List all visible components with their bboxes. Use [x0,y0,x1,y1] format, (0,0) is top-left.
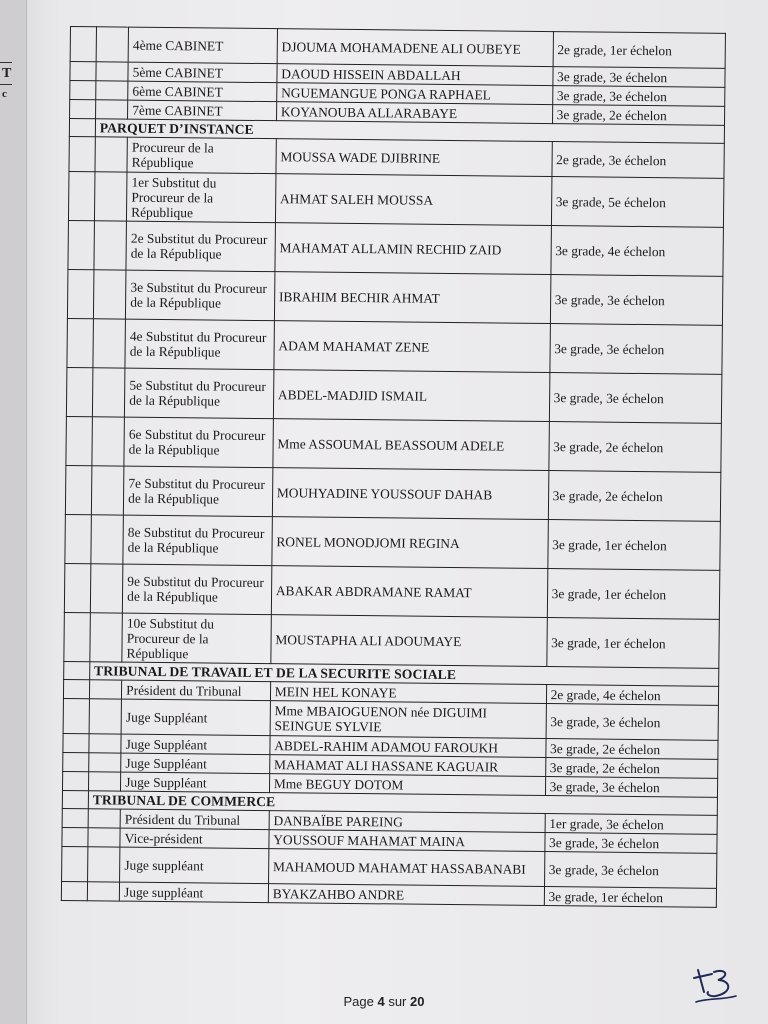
name-cell: ADAM MAHAMAT ZENE [274,321,550,373]
blank-cell [70,81,96,100]
position-cell: Juge suppléant [120,847,269,884]
position-cell: Président du Tribunal [120,809,269,830]
position-cell: Procureur de la République [127,137,276,174]
section-title: TRIBUNAL DE TRAVAIL ET DE LA SECURITE SOCIALE [89,662,718,687]
name-cell: MAHAMAT ALLAMIN RECHID ZAID [275,223,551,275]
name-cell: MEIN HEL KONAYE [270,682,546,704]
blank-cell [62,827,88,846]
blank-cell [92,417,125,466]
name-cell: MOUSSA WADE DJIBRINE [276,139,552,177]
blank-cell [89,753,122,772]
blank-cell [91,515,124,564]
blank-cell [94,221,127,270]
blank-cell [69,136,95,171]
previous-page-fragment: c [2,88,7,100]
grade-cell: 3e grade, 1er échelon [546,618,719,669]
blank-cell [90,564,123,613]
name-cell: RONEL MONODJOMI REGINA [272,517,548,569]
grade-cell: 3e grade, 2e échelon [548,471,721,522]
blank-cell [67,318,93,367]
blank-cell [93,319,126,368]
position-cell: Juge Suppléant [121,734,270,755]
position-cell: 6ème CABINET [128,81,277,102]
table-row [67,269,722,325]
previous-page-rule [0,62,12,63]
position-cell: Juge Suppléant [121,772,270,793]
position-cell: 5ème CABINET [128,62,277,83]
blank-cell [89,734,122,753]
page-label: Page [343,994,378,1009]
blank-cell [89,680,122,699]
grade-cell: 3e grade, 4e échelon [551,226,724,277]
page-current: 4 [377,994,385,1009]
name-cell: ABDEL-MADJID ISMAIL [273,370,549,422]
position-cell: 5e Substitut du Procureur de la République [125,368,274,419]
grade-cell: 3e grade, 3e échelon [552,86,725,107]
previous-page-rule [0,84,12,85]
name-cell: DAOUD HISSEIN ABDALLAH [277,64,553,86]
blank-cell [62,790,88,808]
name-cell: KOYANOUBA ALLARABAYE [276,102,552,124]
name-cell: ABDEL-RAHIM ADAMOU FAROUKH [270,736,546,758]
blank-cell [66,367,92,416]
table-row [68,171,723,227]
name-cell: BYAKZAHBO ANDRE [268,884,544,906]
blank-cell [64,563,90,612]
position-cell: 4e Substitut du Procureur de la République [125,319,274,370]
grade-cell: 3e grade, 3e échelon [546,704,719,741]
blank-cell [88,828,121,847]
blank-cell [88,809,121,828]
position-cell: Vice-président [120,828,269,849]
blank-cell [96,62,129,81]
name-cell: MOUHYADINE YOUSSOUF DAHAB [272,468,548,520]
position-cell: 7e Substitut du Procureur de la République [124,466,273,517]
name-cell: DJOUMA MOHAMADENE ALI OUBEYE [277,29,553,67]
blank-cell [91,466,124,515]
blank-cell [88,772,121,791]
blank-cell [96,81,129,100]
blank-cell [65,465,91,514]
blank-cell [63,733,89,752]
blank-cell [96,27,129,62]
table-row [65,465,720,521]
name-cell: MOUSTAPHA ALI ADOUMAYE [271,615,547,667]
name-cell: MAHAMOUD MAHAMAT HASSABANABI [268,849,544,887]
grade-cell: 3e grade, 3e échelon [549,324,722,375]
position-cell: Juge Suppléant [121,699,270,736]
blank-cell [70,62,96,81]
grade-cell: 3e grade, 3e échelon [552,67,725,88]
blank-cell [62,846,88,881]
name-cell: MAHAMAT ALI HASSANE KAGUAIR [269,755,545,777]
position-cell: Président du Tribunal [122,680,271,701]
grade-cell: 3e grade, 3e échelon [544,852,717,889]
grade-cell: 3e grade, 2e échelon [548,422,721,473]
grade-cell: 2e grade, 4e échelon [546,685,719,706]
blank-cell [63,752,89,771]
name-cell: DANBAÏBE PAREING [269,811,545,833]
position-cell: 9e Substitut du Procureur de la République [123,564,272,615]
table-row [64,612,719,668]
signature-initials-icon [692,962,740,1006]
table-row [67,318,722,374]
grade-cell: 3e grade, 2e échelon [552,105,725,126]
name-cell: Mme BEGUY DOTOM [269,774,545,796]
grade-cell: 2e grade, 1er échelon [553,32,726,69]
blank-cell [90,613,123,662]
page-total: 20 [410,994,425,1009]
blank-cell [65,514,91,563]
page-footer [0,994,768,1009]
blank-cell [68,171,94,220]
position-cell: 10e Substitut du Procureur de la République [122,613,271,664]
position-cell: 3e Substitut du Procureur de la République [126,270,275,321]
blank-cell [66,416,92,465]
name-cell: IBRAHIM BECHIR AHMAT [274,272,550,324]
blank-cell [92,368,125,417]
blank-cell [64,661,90,679]
name-cell: Mme MBAIOGUENON née DIGUIMI SEINGUE SYLVIE [270,701,546,739]
position-cell: 4ème CABINET [128,27,277,64]
name-cell: Mme ASSOUMAL BEASSOUM ADELE [273,419,549,471]
blank-cell [87,882,120,901]
table-row [68,220,723,276]
grade-cell: 3e grade, 2e échelon [545,758,718,779]
section-title: TRIBUNAL DE COMMERCE [88,791,717,816]
grade-cell: 1er grade, 3e échelon [545,814,718,835]
grade-cell: 3e grade, 2e échelon [545,739,718,760]
name-cell: NGUEMANGUE PONGA RAPHAEL [277,83,553,105]
grade-cell: 3e grade, 1er échelon [544,887,717,908]
blank-cell [67,269,93,318]
blank-cell [95,137,128,172]
section-title: PARQUET D’INSTANCE [95,119,724,144]
blank-cell [87,847,120,882]
blank-cell [69,119,95,137]
blank-cell [70,100,96,119]
position-cell: 8e Substitut du Procureur de la République [123,515,272,566]
position-cell: 6e Substitut du Procureur de la République [124,417,273,468]
blank-cell [95,100,128,119]
name-cell: AHMAT SALEH MOUSSA [275,174,551,226]
blank-cell [62,808,88,827]
position-cell: 7ème CABINET [128,100,277,121]
grade-cell: 3e grade, 1er échelon [547,569,720,620]
blank-cell [61,881,87,900]
magistrates-table [61,26,726,908]
blank-cell [68,220,94,269]
name-cell: YOUSSOUF MAHAMAT MAINA [269,830,545,852]
position-cell: Juge suppléant [119,882,268,903]
table-row [65,514,720,570]
blank-cell [70,27,96,62]
position-cell: 1er Substitut du Procureur de la République [127,172,276,223]
previous-page-edge [0,0,27,1024]
grade-cell: 3e grade, 5e échelon [551,177,724,228]
grade-cell: 3e grade, 3e échelon [544,833,717,854]
blank-cell [63,698,89,733]
blank-cell [94,172,127,221]
position-cell: Juge Suppléant [121,753,270,774]
blank-cell [62,771,88,790]
blank-cell [89,699,122,734]
page-sep: sur [384,994,411,1009]
grade-cell: 3e grade, 3e échelon [550,275,723,326]
grade-cell: 3e grade, 3e échelon [549,373,722,424]
previous-page-fragment: T [2,66,12,81]
table-row [66,416,721,472]
table-row [66,367,721,423]
grade-cell: 3e grade, 3e échelon [545,777,718,798]
position-cell: 2e Substitut du Procureur de la République [126,221,275,272]
table-row [64,563,719,619]
blank-cell [93,270,126,319]
grade-cell: 3e grade, 1er échelon [547,520,720,571]
blank-cell [64,612,90,661]
blank-cell [63,679,89,698]
name-cell: ABAKAR ABDRAMANE RAMAT [271,566,547,618]
grade-cell: 2e grade, 3e échelon [552,142,725,179]
